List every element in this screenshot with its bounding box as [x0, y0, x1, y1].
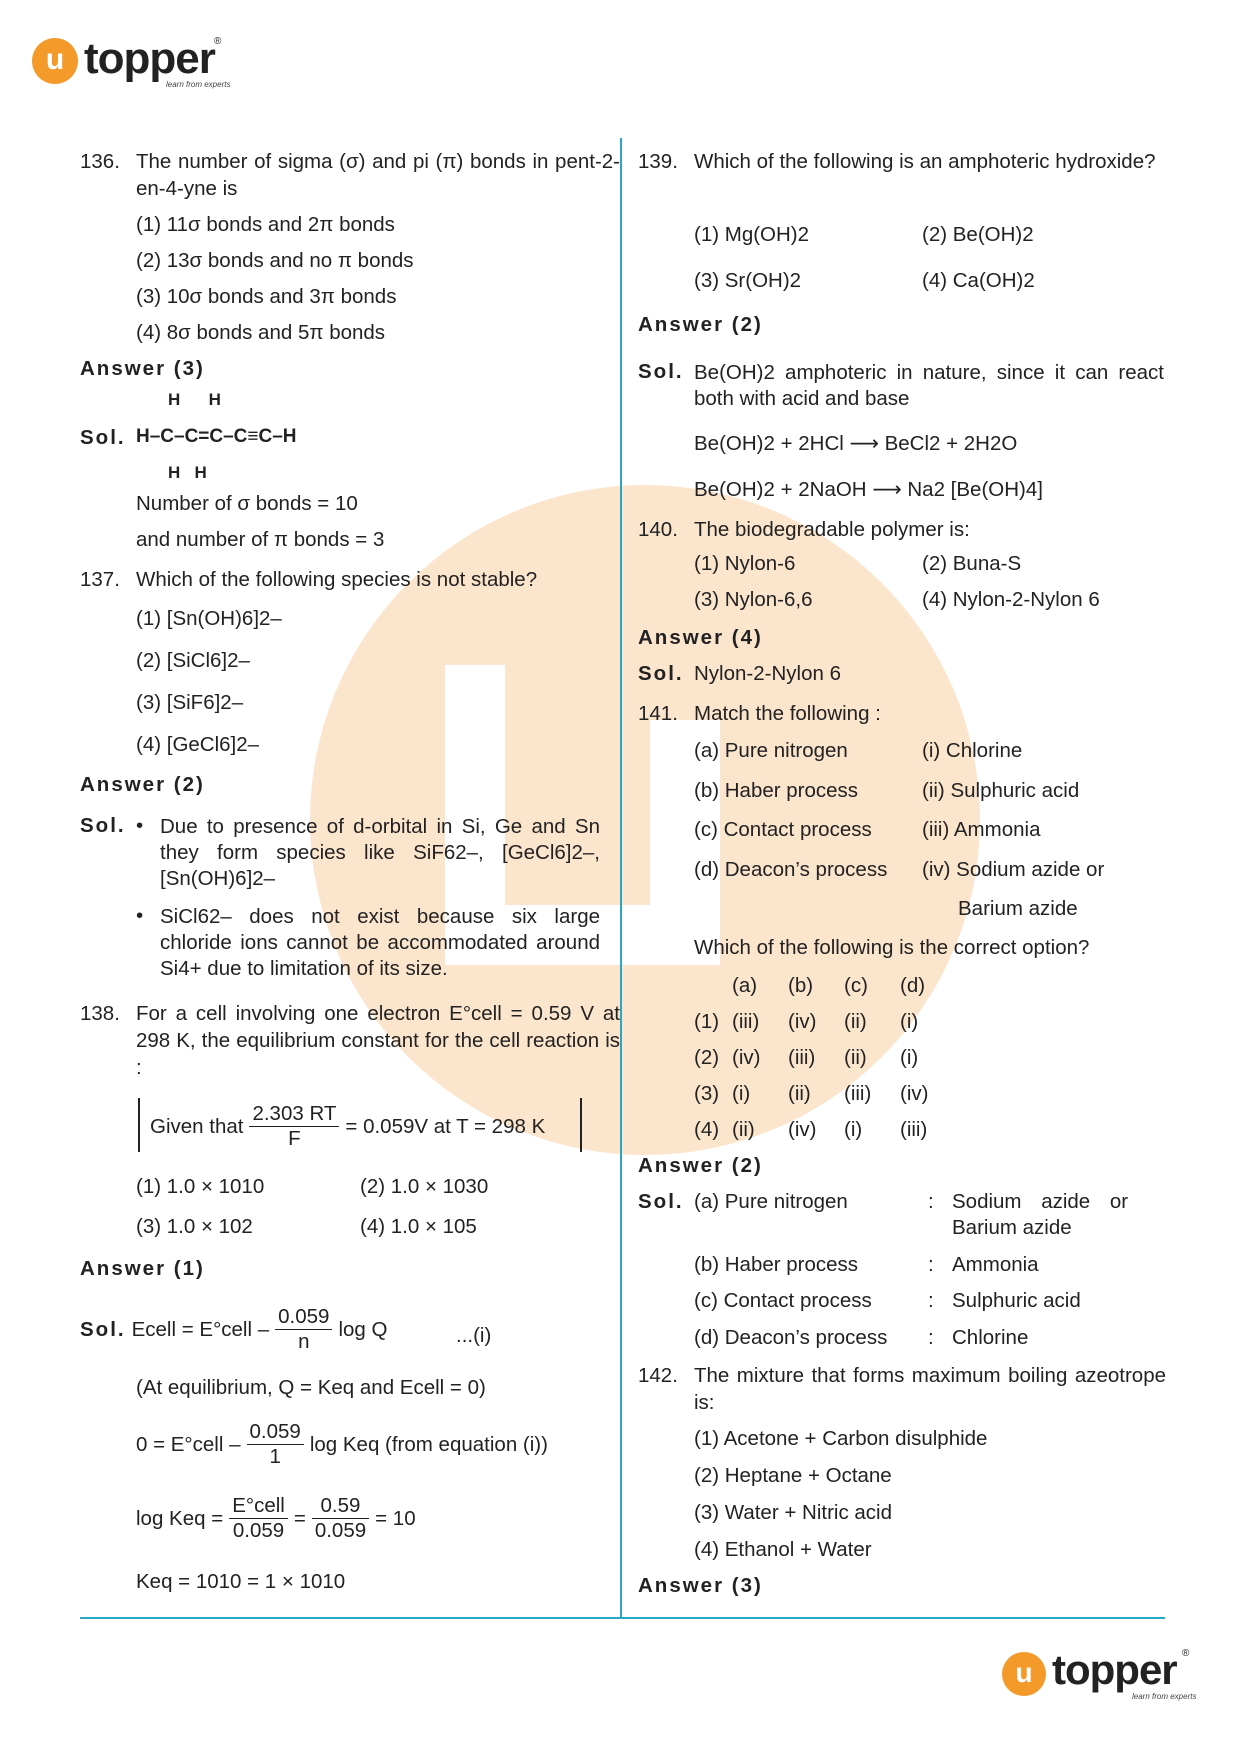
- answer: Answer (2): [80, 773, 205, 796]
- option: (1) 1.0 × 1010: [136, 1175, 265, 1198]
- grid-cell: (3): [694, 1082, 720, 1105]
- grid-cell: (iv): [788, 1118, 817, 1141]
- grid-cell: (iii): [844, 1082, 872, 1105]
- match-right: (i) Chlorine: [922, 739, 1023, 762]
- grid-cell: (i): [844, 1118, 863, 1141]
- denominator: F: [288, 1127, 301, 1150]
- solution-text: Be(OH)2 amphoteric in nature, since it can react both with acid and base: [694, 361, 1164, 410]
- option: (3) [SiF6]2–: [136, 691, 244, 714]
- grid-header: (c): [844, 974, 868, 997]
- numerator: 2.303 RT: [249, 1102, 339, 1127]
- sol-match-right: Barium azide: [952, 1216, 1072, 1239]
- question-number: 137.: [80, 568, 120, 591]
- footer-logo-tagline: learn from experts: [1132, 1692, 1197, 1701]
- sol-match-colon: :: [928, 1326, 934, 1349]
- logo-icon: u: [32, 38, 78, 84]
- grid-cell: (ii): [844, 1046, 867, 1069]
- eq-text: =: [293, 1506, 306, 1530]
- sol-match-left: (a) Pure nitrogen: [694, 1190, 848, 1213]
- denominator: 0.059: [314, 1519, 367, 1542]
- logo-tagline: learn from experts: [166, 80, 231, 89]
- question-number: 136.: [80, 150, 120, 173]
- bullet-icon: •: [136, 814, 144, 837]
- sol-match-right: Ammonia: [952, 1253, 1039, 1276]
- given-formula: [150, 1102, 545, 1151]
- grid-cell: (i): [900, 1010, 919, 1033]
- option: (2) Be(OH)2: [922, 223, 1034, 246]
- match-question: Which of the following is the correct option?: [694, 936, 1090, 959]
- sol-match-left: (d) Deacon’s process: [694, 1326, 888, 1349]
- question-number: 138.: [80, 1002, 120, 1025]
- match-left: (b) Haber process: [694, 779, 859, 802]
- question-stem: The mixture that forms maximum boiling azeotrope is:: [694, 1364, 1166, 1414]
- eq-text: Ecell = E°cell –: [131, 1317, 270, 1341]
- question-140: [638, 516, 1178, 543]
- grid-cell: (iv): [900, 1082, 929, 1105]
- eq-fraction: [312, 1494, 369, 1543]
- answer: Answer (3): [80, 357, 205, 380]
- numerator: 0.059: [275, 1305, 332, 1330]
- solution-label: Sol.: [80, 426, 126, 449]
- option: (1) Acetone + Carbon disulphide: [694, 1427, 988, 1450]
- option: (2) [SiCl6]2–: [136, 649, 250, 672]
- solution-label: Sol.: [80, 814, 126, 837]
- grid-cell: (i): [732, 1082, 751, 1105]
- grid-cell: (i): [900, 1046, 919, 1069]
- option: (2) Buna-S: [922, 552, 1022, 575]
- grid-header: (a): [732, 974, 758, 997]
- grid-cell: (iv): [732, 1046, 761, 1069]
- solution-label: Sol.: [638, 1190, 684, 1213]
- question-number: 141.: [638, 702, 678, 725]
- eq-text: log Q: [338, 1317, 388, 1341]
- grid-cell: (iii): [732, 1010, 760, 1033]
- grid-cell: (2): [694, 1046, 720, 1069]
- option: (4) 1.0 × 105: [360, 1215, 477, 1238]
- answer: Answer (2): [638, 1154, 763, 1177]
- solution-text: Nylon-2-Nylon 6: [694, 662, 841, 685]
- column-divider: [620, 138, 622, 1618]
- bottom-divider: [80, 1617, 1165, 1619]
- solution-label: Sol.: [80, 1317, 126, 1341]
- answer: Answer (3): [638, 1574, 763, 1597]
- footer-logo-wordmark: topper: [1052, 1646, 1177, 1693]
- option: (3) 1.0 × 102: [136, 1215, 253, 1238]
- question-stem: Which of the following species is not stable?: [136, 568, 538, 591]
- reaction-2: Be(OH)2 + 2NaOH ⟶ Na2 [Be(OH)4]: [694, 478, 1043, 501]
- equation-2: (At equilibrium, Q = Keq and Ecell = 0): [136, 1376, 486, 1399]
- grid-cell: (ii): [732, 1118, 755, 1141]
- match-right: (iv) Sodium azide or: [922, 858, 1105, 881]
- option: (1) 11σ bonds and 2π bonds: [136, 213, 395, 236]
- question-stem: The number of sigma (σ) and pi (π) bonds in pent-2-en-4-yne is: [136, 150, 620, 200]
- question-number: 142.: [638, 1364, 678, 1387]
- equation-5: Keq = 1010 = 1 × 1010: [136, 1570, 346, 1593]
- denominator: n: [298, 1330, 310, 1353]
- question-stem: Which of the following is an amphoteric hydroxide?: [694, 150, 1156, 173]
- grid-header: (b): [788, 974, 814, 997]
- answer: Answer (4): [638, 626, 763, 649]
- option: (4) [GeCl6]2–: [136, 733, 260, 756]
- bullet-icon: •: [136, 904, 144, 927]
- solution-label: Sol.: [638, 360, 684, 383]
- grid-cell: (4): [694, 1118, 720, 1141]
- question-stem: For a cell involving one electron E°cell = 0.59 V at 298 K, the equilibrium constant for the cell reaction is :: [136, 1002, 620, 1079]
- grid-cell: (1): [694, 1010, 720, 1033]
- sol-match-right: Chlorine: [952, 1326, 1029, 1349]
- option: (1) Mg(OH)2: [694, 223, 810, 246]
- grid-cell: (iv): [788, 1010, 817, 1033]
- question-stem: Match the following :: [694, 702, 881, 725]
- option: (3) Sr(OH)2: [694, 269, 802, 292]
- sol-match-right: Sodium azide or: [952, 1190, 1129, 1213]
- grid-cell: (iii): [900, 1118, 928, 1141]
- option: (2) 13σ bonds and no π bonds: [136, 249, 414, 272]
- match-right: (iii) Ammonia: [922, 818, 1041, 841]
- question-136: [80, 148, 620, 202]
- solution-bullet: Due to presence of d-orbital in Si, Ge and Sn they form species like SiF62–, [GeCl6]2–, [Sn(OH)6]2–: [160, 815, 600, 890]
- option: (1) [Sn(OH)6]2–: [136, 607, 282, 630]
- match-left: (c) Contact process: [694, 818, 872, 841]
- solution-line: Number of σ bonds = 10: [136, 492, 358, 515]
- eq-fraction: [247, 1420, 304, 1469]
- given-label: Given that: [150, 1114, 244, 1138]
- question-stem: The biodegradable polymer is:: [694, 518, 970, 541]
- reaction-1: Be(OH)2 + 2HCl ⟶ BeCl2 + 2H2O: [694, 432, 1018, 455]
- option: (2) 1.0 × 1030: [360, 1175, 489, 1198]
- structure-top: H H: [168, 390, 221, 409]
- grid-header: (d): [900, 974, 926, 997]
- solution-line: and number of π bonds = 3: [136, 528, 385, 551]
- numerator: E°cell: [229, 1494, 288, 1519]
- option: (3) 10σ bonds and 3π bonds: [136, 285, 397, 308]
- sol-match-left: (c) Contact process: [694, 1289, 872, 1312]
- option: (4) Ca(OH)2: [922, 269, 1035, 292]
- solution-label: Sol.: [638, 662, 684, 685]
- option: (3) Nylon-6,6: [694, 588, 813, 611]
- sol-match-right: Sulphuric acid: [952, 1289, 1081, 1312]
- numerator: 0.59: [312, 1494, 369, 1519]
- structure-chain: H–C–C=C–C≡C–H: [136, 426, 297, 447]
- logo-wordmark: topper: [84, 34, 215, 83]
- sol-match-colon: :: [928, 1190, 934, 1213]
- option: (4) Ethanol + Water: [694, 1538, 872, 1561]
- match-left: (a) Pure nitrogen: [694, 739, 848, 762]
- question-137: [80, 566, 620, 593]
- answer: Answer (1): [80, 1257, 205, 1280]
- match-left: (d) Deacon’s process: [694, 858, 888, 881]
- option: (2) Heptane + Octane: [694, 1464, 892, 1487]
- eq-text: 0 = E°cell –: [136, 1432, 241, 1456]
- question-number: 140.: [638, 518, 678, 541]
- denominator: 0.059: [232, 1519, 285, 1542]
- logo-registered: ®: [214, 36, 222, 47]
- equation-tag: ...(i): [456, 1324, 492, 1347]
- match-right: (ii) Sulphuric acid: [922, 779, 1080, 802]
- match-right: Barium azide: [958, 897, 1078, 920]
- numerator: 0.059: [247, 1420, 304, 1445]
- answer: Answer (2): [638, 313, 763, 336]
- solution-bullet: SiCl62– does not exist because six large chloride ions cannot be accommodated around Si4+ due to limitation of its size.: [160, 905, 600, 980]
- grid-cell: (ii): [844, 1010, 867, 1033]
- footer-logo-icon: u: [1002, 1652, 1046, 1696]
- grid-cell: (ii): [788, 1082, 811, 1105]
- question-139: [638, 148, 1178, 175]
- denominator: 1: [269, 1445, 281, 1468]
- eq-text: log Keq =: [136, 1506, 224, 1530]
- equation-3: [136, 1420, 548, 1469]
- question-142: [638, 1362, 1166, 1416]
- option: (4) Nylon-2-Nylon 6: [922, 588, 1100, 611]
- eq-text: = 10: [375, 1506, 416, 1530]
- option: (1) Nylon-6: [694, 552, 796, 575]
- given-value: = 0.059V at T = 298 K: [345, 1114, 546, 1138]
- equation-4: [136, 1494, 416, 1543]
- sol-match-colon: :: [928, 1289, 934, 1312]
- grid-cell: (iii): [788, 1046, 816, 1069]
- structure-bottom: H H: [168, 463, 207, 482]
- question-138: [80, 1000, 620, 1081]
- eq-fraction: [229, 1494, 288, 1543]
- sol-match-left: (b) Haber process: [694, 1253, 859, 1276]
- option: (4) 8σ bonds and 5π bonds: [136, 321, 386, 344]
- eq-fraction: [275, 1305, 332, 1354]
- question-number: 139.: [638, 150, 678, 173]
- option: (3) Water + Nitric acid: [694, 1501, 893, 1524]
- footer-logo-registered: ®: [1182, 1648, 1190, 1659]
- sol-match-colon: :: [928, 1253, 934, 1276]
- eq-text: log Keq (from equation (i)): [309, 1432, 548, 1456]
- given-fraction: [249, 1102, 339, 1151]
- equation-1: [80, 1305, 387, 1354]
- question-141: [638, 700, 1178, 727]
